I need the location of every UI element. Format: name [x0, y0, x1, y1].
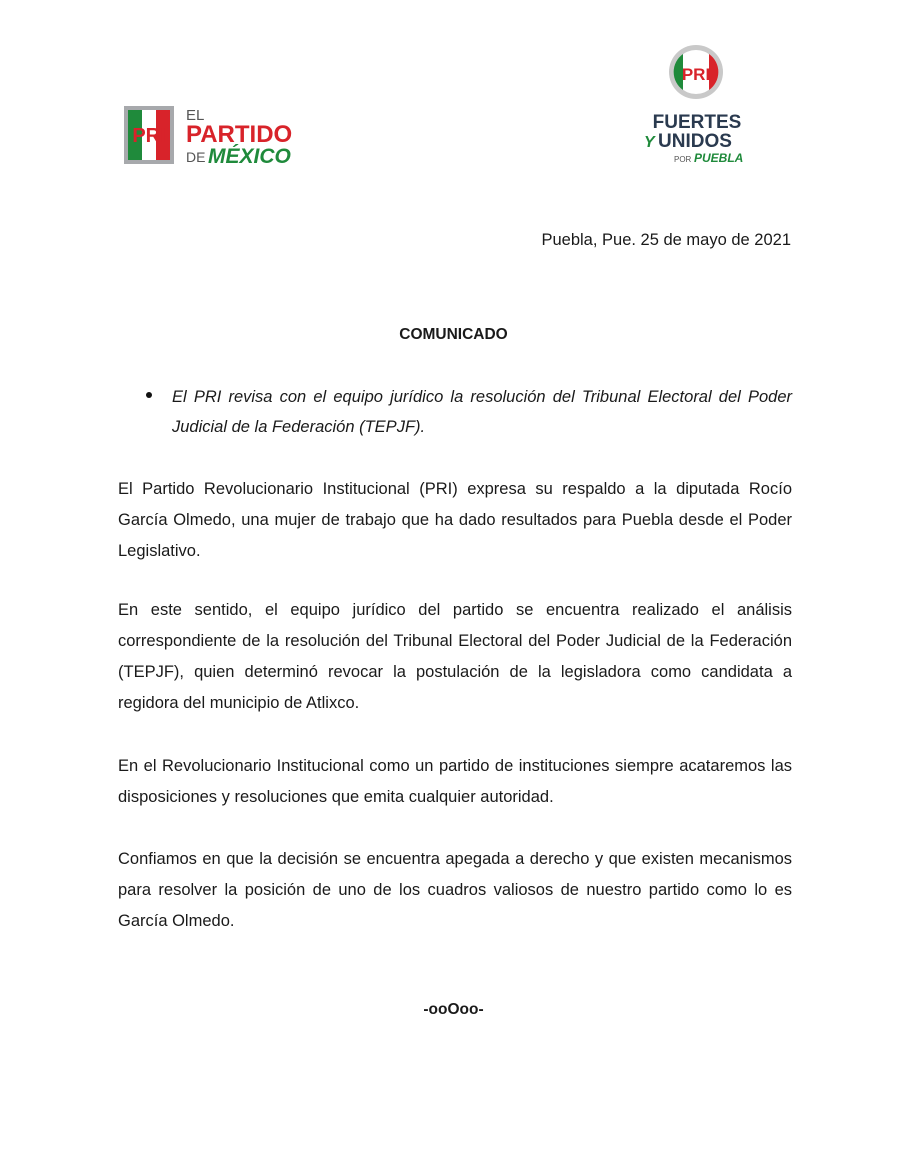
logo-line2: UNIDOS — [658, 131, 732, 152]
paragraph-1: El Partido Revolucionario Institucional (PRI) expresa su respaldo a la diputada Rocío García Olmedo, una mujer de trabajo que ha dado resultados para Puebla desde el Poder Legislativo. — [118, 480, 792, 560]
logo-line3-prefix: POR — [674, 155, 692, 164]
logo-mark-text: PRI — [132, 125, 166, 147]
paragraph-3: En el Revolucionario Institucional como un partido de instituciones siempre acataremos las disposiciones y resoluciones que emita cualquier autoridad. — [118, 757, 792, 806]
logo-line1: FUERTES — [652, 112, 742, 133]
fuertes-y-unidos-logo — [638, 44, 756, 166]
bullet-item: El PRI revisa con el equipo jurídico la resolución del Tribunal Electoral del Poder Judicial de la Federación (TEPJF). — [172, 388, 792, 436]
pri-partido-de-mexico-logo — [124, 104, 314, 168]
bullet-list — [146, 382, 792, 442]
logo-line1: EL — [186, 107, 205, 124]
document-date: Puebla, Pue. 25 de mayo de 2021 — [541, 231, 791, 249]
logo-mark-text: PRI — [681, 65, 711, 84]
logo-line3: MÉXICO — [208, 145, 291, 168]
bullet-dot-icon — [146, 392, 152, 398]
paragraph-2: En este sentido, el equipo jurídico del partido se encuentra realizado el análisis correspondiente de la resolución del Tribunal Electoral del Poder Judicial de la Federación (TEPJF), quien determinó revocar la postulación de la legisladora como candidata a regidora del municipio de Atlixco. — [118, 601, 792, 712]
document-title: COMUNICADO — [399, 326, 508, 343]
logo-line2: PARTIDO — [186, 121, 293, 148]
paragraph-4: Confiamos en que la decisión se encuentra apegada a derecho y que existen mecanismos para resolver la posición de uno de los cuadros valiosos de nuestro partido como lo es García Olmedo. — [118, 850, 792, 930]
logo-line3: PUEBLA — [694, 151, 744, 165]
logo-line2-prefix: Y — [644, 134, 655, 151]
logo-line3-prefix: DE — [186, 149, 206, 165]
closing-mark: -ooOoo- — [423, 1001, 484, 1018]
